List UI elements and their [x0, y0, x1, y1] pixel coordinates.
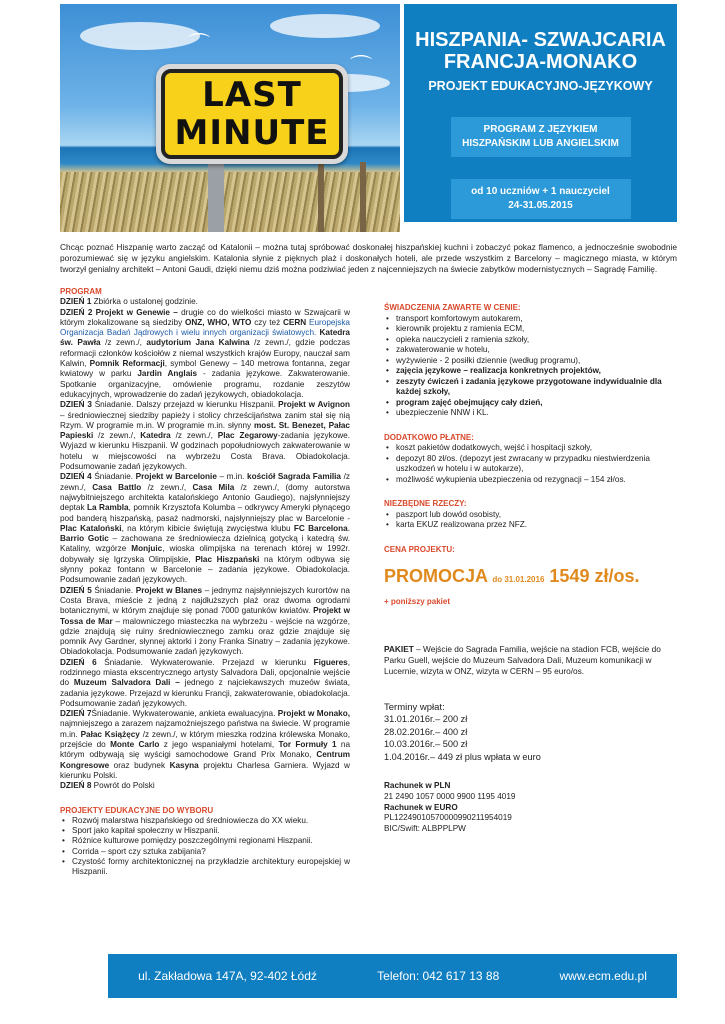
- list-item: • depozyt 80 zł/os. (depozyt jest zwracany w przypadku niestwierdzenia uszkodzeń w hotelu i w autokarze),: [384, 454, 677, 475]
- page-subtitle: PROJEKT EDUKACYJNO-JĘZYKOWY: [428, 79, 653, 93]
- list-item: • Corrida – sport czy sztuka zabijania?: [60, 847, 350, 857]
- required-heading: NIEZBĘDNE RZECZY:: [384, 499, 467, 508]
- list-item: • karta EKUZ realizowana przez NFZ.: [384, 520, 677, 531]
- last-minute-sign: [156, 64, 348, 164]
- day-6: DZIEŃ 6 Śniadanie. Wykwaterowanie. Przejazd w kierunku Figueres, rodzinnego miasta ekscentrycznego artysty Salvadora Dali, opcjonalnie wejście do Muzeum Salvadora Dali – jednego z najciekawszych muzeów świata, zadania językowe. Przejazd w kierunku Francji, zakwaterowanie, obiadokolacja. Podsumowanie zadań językowych.: [60, 657, 350, 708]
- list-item: • kierownik projektu z ramienia ECM,: [384, 324, 677, 335]
- list-item: • paszport lub dowód osobisty,: [384, 510, 677, 521]
- price-heading: CENA PROJEKTU:: [384, 544, 455, 554]
- payment-schedule: 31.01.2016r.– 200 zł 28.02.2016r.– 400 zł 10.03.2016r.– 500 zł 1.04.2016r.– 449 zł plus wpłata w euro: [384, 714, 541, 762]
- day-3: DZIEŃ 3 Śniadanie. Dalszy przejazd w kierunku Hiszpanii. Projekt w Avignon – średniowiecznej siedziby papieży i stolicy chrześcijaństwa zanim stał się nią Rzym. W programie m.in. W programie m.in. słynny most. St. Benezet, Pałac Papieski /z zewn./, Katedra /z zewn./, Plac Zegarowy-zadania językowe. Wyjazd w kierunku Hiszpanii. W godzinach popołudniowych zakwaterowanie w hotelu w miejscowości na wybrzeżu Costa Brava. Obiadokolacja. Podsumowanie zadań językowych.: [60, 400, 350, 472]
- day-4: DZIEŃ 4 Śniadanie. Projekt w Barcelonie – m.in. kościół Sagrada Familia /z zewn./, Casa Battlo /z zewn./, Casa Mila /z zewn./, (domy autorstwa najwybitniejszego architekta katalońskiego Antonio Gaudiego), najsłynniejszy deptak La Rambla, pomnik Krzysztofa Kolumba – odkrywcy Ameryki płynącego pod banderą hiszpańską, pasaż nadmorski, najsłynniejszy plac w Barcelonie - Plac Kataloński, na którym kibicie świętują zwycięstwa klubu FC Barcelona. Barrio Gotic – zachowana ze średniowiecza dzielnicą gotycką i katedrą św. Kataliny, wzgórze Monjuic, wioska olimpijska na terenach której w 1992r. dobywały się Igrzyska Olimpijskie, Plac Hiszpański na którym odbywa się słynny pokaz fontann w Barcelonie – zadania językowe. Obiadokolacja. Podsumowanie zadań językowych.: [60, 472, 351, 585]
- list-item: • program zajęć obejmujący cały dzień,: [384, 398, 677, 409]
- list-item: • koszt pakietów dodatkowych, wejść i hospitacji szkoły,: [384, 443, 677, 454]
- seagull-icon: ⌒: [188, 32, 211, 57]
- list-item: • zakwaterowanie w hotelu,: [384, 345, 677, 356]
- footer-website-link[interactable]: www.ecm.edu.pl: [559, 969, 647, 983]
- footer-address: ul. Zakładowa 147A, 92-402 Łódź: [138, 969, 317, 983]
- list-item: • możliwość wykupienia ubezpieczenia od rezygnacji – 154 zł/os.: [384, 475, 677, 486]
- list-item: • Różnice kulturowe pomiędzy poszczególnymi regionami Hiszpanii.: [60, 836, 350, 846]
- list-item: • zajęcia językowe – realizacja konkretnych projektów,: [384, 366, 677, 377]
- seagull-icon: ⌒: [350, 54, 373, 79]
- included-list: [384, 314, 677, 419]
- program-heading: PROGRAM: [60, 287, 102, 296]
- footer-bar: [108, 954, 677, 998]
- list-item: • ubezpieczenie NNW i KL.: [384, 408, 677, 419]
- list-item: • transport komfortowym autokarem,: [384, 314, 677, 325]
- page-title: HISZPANIA- SZWAJCARIA FRANCJA-MONAKO: [415, 29, 666, 73]
- program-column: [60, 287, 350, 878]
- details-column: [384, 303, 677, 835]
- required-list: [384, 510, 677, 531]
- extra-fees-heading: DODATKOWO PŁATNE:: [384, 432, 474, 442]
- promo-price: PROMOCJA do 31.01.2016 1549 zł/os.: [384, 566, 640, 586]
- list-item: • zeszyty ćwiczeń i zadania językowe przygotowane indywidualnie dla każdej szkoły,: [384, 377, 677, 398]
- list-item: • wyżywienie - 2 posiłki dziennie (według programu),: [384, 356, 677, 367]
- extra-fees-list: [384, 443, 677, 485]
- footer-phone: Telefon: 042 617 13 88: [377, 969, 500, 983]
- day-1: DZIEŃ 1 Zbiórka o ustalonej godzinie.: [60, 297, 198, 307]
- optional-projects-heading: PROJEKTY EDUKACYJNE DO WYBORU: [60, 805, 214, 815]
- day-2: DZIEŃ 2 Projekt w Genewie – drugie co do wielkości miasto w Szwajcarii w którym zlokalizowane są siedziby ONZ, WHO, WTO czy też CERN Europejska Organizacja Badań Jądrowych i wielu innych organizacji światowych. Katedra św. Pawła /z zewn./, audytorium Jana Kalwina /z zewn./, gdzie podczas reformacji członków kościołów z niemal wszystkich krajów Europy, nauczał sam Kalwin, Pomnik Reformacji, symbol Genewy – 140 metrowa fontanna, zegar kwiatowy w parku Jardin Anglais - zadania językowe. Zakwaterowanie. Spotkanie organizacyjne, omówienie programu, rozdanie zeszytów edukacyjnych, wprowadzenie do zadań językowych, obiadokolacja.: [60, 307, 351, 399]
- package-description: PAKIET – Wejście do Sagrada Familia, wejście na stadion FCB, wejście do Parku Guell, wejście do Muzeum Salvadora Dali, Muzeum komunikacji w Lucernie, wizyta w ONZ, wizyta w CERN – 95 euro/os.: [384, 643, 661, 676]
- sign-line-2: MINUTE: [174, 113, 330, 153]
- day-8: DZIEŃ 8 Powrót do Polski: [60, 781, 155, 791]
- included-heading: ŚWIADCZENIA ZAWARTE W CENIE:: [384, 303, 521, 312]
- hero-image: [60, 4, 400, 232]
- optional-projects-list: [60, 816, 350, 878]
- group-dates-box: od 10 uczniów + 1 nauczyciel 24-31.05.2015: [451, 179, 631, 219]
- payment-schedule-title: Terminy wpłat:: [384, 701, 445, 713]
- list-item: • opieka nauczycieli z ramienia szkoły,: [384, 335, 677, 346]
- sign-line-1: LAST: [202, 75, 302, 115]
- intro-paragraph: Chcąc poznać Hiszpanię warto zacząć od Katalonii – można tutaj spróbować doskonałej hiszpańskiej kuchni i zobaczyć pokaz flamenco, a jednocześnie swobodnie porozumiewać się w języku angielskim. Katalonia słynie z pięknych plaż i doskonałych hoteli, ale przede wszystkim z Barcelony – magicznego miasta, w którym tworzył genialny architekt – Antoni Gaudi, dzięki niemu dziś można podziwiać jeden z najcenniejszych na świecie zabytków modernistycznych – Sagradę Familię.: [60, 242, 677, 274]
- package-note: + poniższy pakiet: [384, 597, 451, 606]
- language-program-box: PROGRAM Z JĘZYKIEM HISZPAŃSKIM LUB ANGIELSKIM: [451, 117, 631, 157]
- header-panel: [404, 4, 677, 222]
- list-item: • Sport jako kapitał społeczny w Hiszpanii.: [60, 826, 350, 836]
- day-5: DZIEŃ 5 Śniadanie. Projekt w Blanes – jednymz najsłynniejszych kurortów na Costa Brava, mieście z jedną z najdłuższych plaż oraz dwoma ogrodami botanicznymi, w którym znajduje się ponad 7000 gatunków kwiatów. Projekt w Tossa de Mar – malowniczego miasteczka na wybrzeżu - wejście na wzgórze, gdzie znajdują się ruiny średniowiecznego zamku oraz gdzie znajduje się pomnik Avy Gardner, słynnej aktorki i żony Franka Sinatry – zadania językowe. Obiadokolacja. Podsumowanie zadań językowych.: [60, 585, 351, 657]
- day-7: DZIEŃ 7Śniadanie. Wykwaterowanie, ankieta ewaluacyjna. Projekt w Monako, najmniejszego a zarazem najzamożniejszego państwa na świecie. W programie m.in. Pałac Książęcy /z zewn./, w którym mieszka rodzina królewska Monako, przejście do Monte Carlo z jego wspaniałymi hotelami, Tor Formuły 1 na którym odbywają się wyścigi samochodowe Grand Prix Monako, Centrum Kongresowe oraz budynek Kasyna projektu Charlesa Garniera. Wyjazd w kierunku Polski.: [60, 709, 350, 780]
- list-item: • Rozwój malarstwa hiszpańskiego od średniowiecza do XX wieku.: [60, 816, 350, 826]
- list-item: • Czystość formy architektonicznej na przykładzie architektury europejskiej w Hiszpanii.: [60, 857, 350, 878]
- bank-accounts: Rachunek w PLN 21 2490 1057 0000 9900 1195 4019 Rachunek w EURO PL12249010570000990211954019 BIC/Swift: ALBPPLPW: [384, 781, 516, 834]
